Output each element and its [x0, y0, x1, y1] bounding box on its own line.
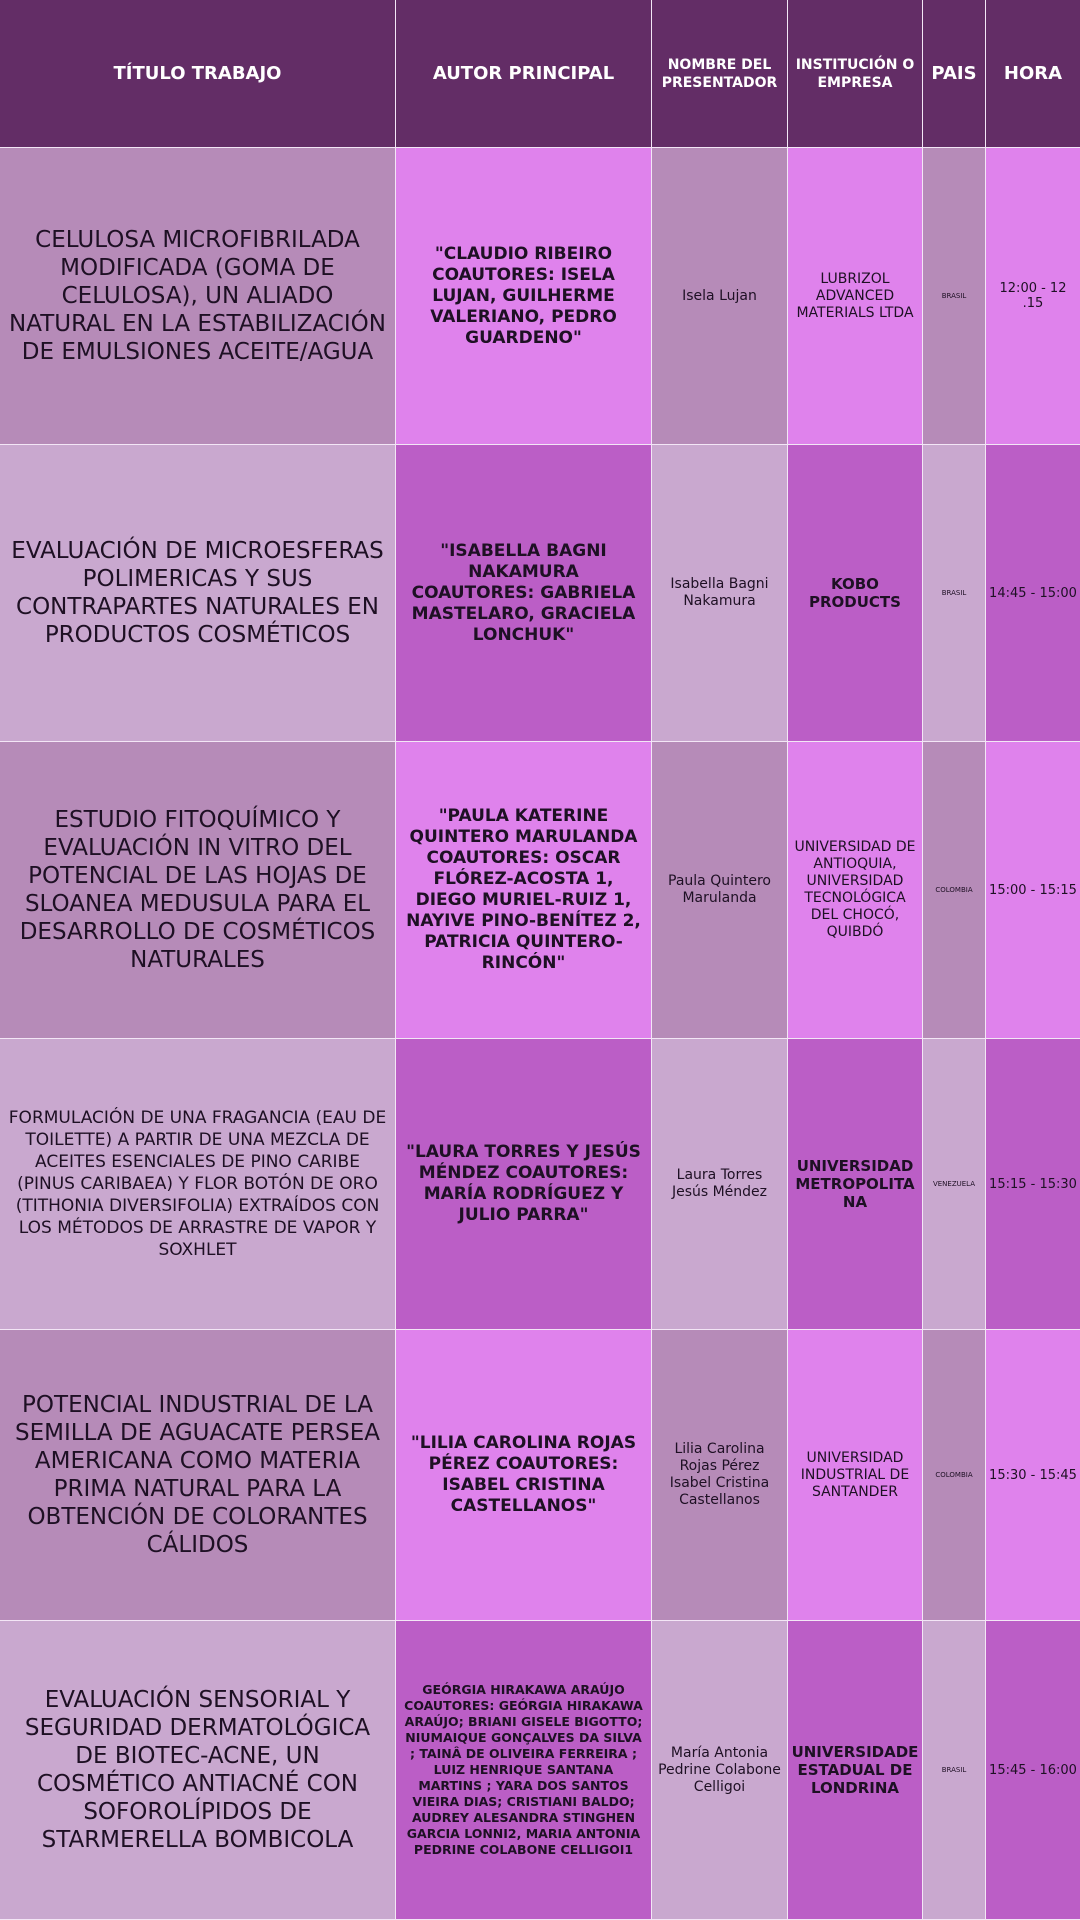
table-header-row — [0, 0, 1080, 148]
table-row — [0, 742, 1080, 1039]
cell-autor: "LAURA TORRES Y JESÚS MÉNDEZ COAUTORES: MARÍA RODRÍGUEZ Y JULIO PARRA" — [396, 1039, 652, 1330]
cell-presentador: Isabella Bagni Nakamura — [652, 445, 788, 742]
header-pais: PAIS — [923, 0, 986, 148]
cell-institucion: UNIVERSIDAD DE ANTIOQUIA, UNIVERSIDAD TECNOLÓGICA DEL CHOCÓ, QUIBDÓ — [788, 742, 923, 1039]
header-hora: HORA — [986, 0, 1080, 148]
cell-hora: 14:45 - 15:00 — [986, 445, 1080, 742]
cell-hora: 15:00 - 15:15 — [986, 742, 1080, 1039]
cell-institucion: LUBRIZOL ADVANCED MATERIALS LTDA — [788, 148, 923, 445]
cell-institucion: KOBO PRODUCTS — [788, 445, 923, 742]
cell-pais: BRASIL — [923, 1621, 986, 1920]
cell-titulo: FORMULACIÓN DE UNA FRAGANCIA (EAU DE TOILETTE) A PARTIR DE UNA MEZCLA DE ACEITES ESENCIALES DE PINO CARIBE (PINUS CARIBAEA) Y FLOR BOTÓN DE ORO (TITHONIA DIVERSIFOLIA) EXTRAÍDOS CON LOS MÉTODOS DE ARRASTRE DE VAPOR Y SOXHLET — [0, 1039, 396, 1330]
cell-titulo: ESTUDIO FITOQUÍMICO Y EVALUACIÓN IN VITRO DEL POTENCIAL DE LAS HOJAS DE SLOANEA MEDUSULA PARA EL DESARROLLO DE COSMÉTICOS NATURALES — [0, 742, 396, 1039]
header-institucion: INSTITUCIÓN O EMPRESA — [788, 0, 923, 148]
cell-autor: "CLAUDIO RIBEIRO COAUTORES: ISELA LUJAN, GUILHERME VALERIANO, PEDRO GUARDENO" — [396, 148, 652, 445]
cell-pais: COLOMBIA — [923, 742, 986, 1039]
table-row — [0, 1039, 1080, 1330]
cell-hora: 15:45 - 16:00 — [986, 1621, 1080, 1920]
cell-pais: BRASIL — [923, 148, 986, 445]
table-row — [0, 1621, 1080, 1920]
cell-titulo: POTENCIAL INDUSTRIAL DE LA SEMILLA DE AGUACATE PERSEA AMERICANA COMO MATERIA PRIMA NATURAL PARA LA OBTENCIÓN DE COLORANTES CÁLIDOS — [0, 1330, 396, 1621]
cell-hora: 15:30 - 15:45 — [986, 1330, 1080, 1621]
cell-hora: 12:00 - 12 .15 — [986, 148, 1080, 445]
cell-institucion: UNIVERSIDADE ESTADUAL DE LONDRINA — [788, 1621, 923, 1920]
cell-presentador: Isela Lujan — [652, 148, 788, 445]
cell-institucion: UNIVERSIDAD METROPOLITA NA — [788, 1039, 923, 1330]
cell-presentador: Laura Torres Jesús Méndez — [652, 1039, 788, 1330]
cell-autor: "PAULA KATERINE QUINTERO MARULANDA COAUTORES: OSCAR FLÓREZ-ACOSTA 1, DIEGO MURIEL-RUIZ 1, NAYIVE PINO-BENÍTEZ 2, PATRICIA QUINTERO-RINCÓN" — [396, 742, 652, 1039]
table-row — [0, 1330, 1080, 1621]
cell-pais: VENEZUELA — [923, 1039, 986, 1330]
cell-titulo: EVALUACIÓN DE MICROESFERAS POLIMERICAS Y SUS CONTRAPARTES NATURALES EN PRODUCTOS COSMÉTICOS — [0, 445, 396, 742]
header-presentador: NOMBRE DEL PRESENTADOR — [652, 0, 788, 148]
cell-autor: "ISABELLA BAGNI NAKAMURA COAUTORES: GABRIELA MASTELARO, GRACIELA LONCHUK" — [396, 445, 652, 742]
cell-presentador: María Antonia Pedrine Colabone Celligoi — [652, 1621, 788, 1920]
cell-institucion: UNIVERSIDAD INDUSTRIAL DE SANTANDER — [788, 1330, 923, 1621]
cell-pais: BRASIL — [923, 445, 986, 742]
cell-pais: COLOMBIA — [923, 1330, 986, 1621]
cell-autor: GEÓRGIA HIRAKAWA ARAÚJO COAUTORES: GEÓRGIA HIRAKAWA ARAÚJO; BRIANI GISELE BIGOTTO; NIUMAIQUE GONÇALVES DA SILVA ; TAINÂ DE OLIVEIRA FERREIRA ; LUIZ HENRIQUE SANTANA MARTINS ; YARA DOS SANTOS VIEIRA DIAS; CRISTIANI BALDO; AUDREY ALESANDRA STINGHEN GARCIA LONNI2, MARIA ANTONIA PEDRINE COLABONE CELLIGOI1 — [396, 1621, 652, 1920]
cell-hora: 15:15 - 15:30 — [986, 1039, 1080, 1330]
cell-presentador: Paula Quintero Marulanda — [652, 742, 788, 1039]
header-titulo: TÍTULO TRABAJO — [0, 0, 396, 148]
cell-titulo: EVALUACIÓN SENSORIAL Y SEGURIDAD DERMATOLÓGICA DE BIOTEC-ACNE, UN COSMÉTICO ANTIACNÉ CON SOFOROLÍPIDOS DE STARMERELLA BOMBICOLA — [0, 1621, 396, 1920]
cell-titulo: CELULOSA MICROFIBRILADA MODIFICADA (GOMA DE CELULOSA), UN ALIADO NATURAL EN LA ESTABILIZACIÓN DE EMULSIONES ACEITE/AGUA — [0, 148, 396, 445]
cell-presentador: Lilia Carolina Rojas Pérez Isabel Cristina Castellanos — [652, 1330, 788, 1621]
header-autor: AUTOR PRINCIPAL — [396, 0, 652, 148]
table-row — [0, 148, 1080, 445]
cell-autor: "LILIA CAROLINA ROJAS PÉREZ COAUTORES: ISABEL CRISTINA CASTELLANOS" — [396, 1330, 652, 1621]
table-row — [0, 445, 1080, 742]
